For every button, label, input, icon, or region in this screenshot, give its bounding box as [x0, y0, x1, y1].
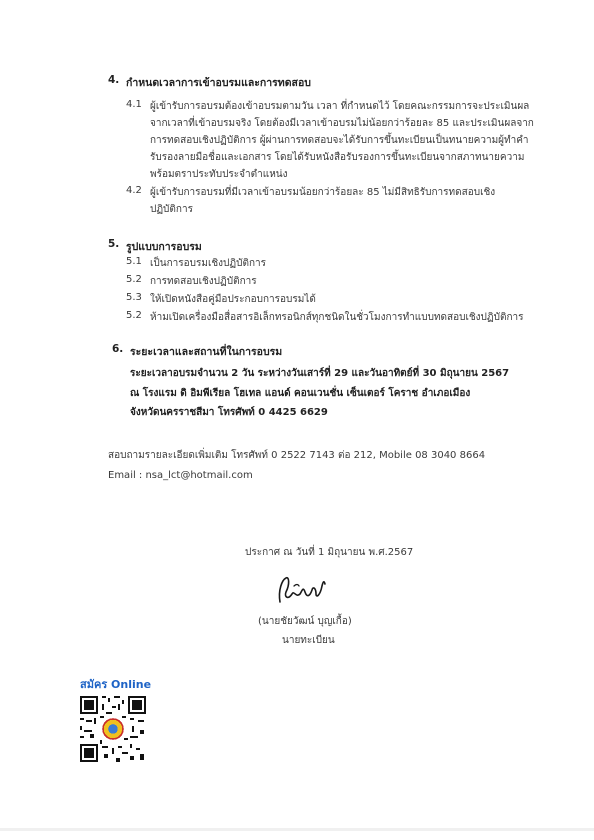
item-5-1-text: เป็นการอบรมเชิงปฏิบัติการ	[150, 258, 266, 269]
section-6-line-3: จังหวัดนครราชสีมา โทรศัพท์ 0 4425 6629	[130, 407, 328, 418]
item-4-1-line-1: ผู้เข้ารับการอบรมต้องเข้าอบรมตามวัน เวลา ที่กำหนดไว้ โดยคณะกรรมการจะประเมินผล	[150, 101, 530, 112]
section-6-number: 6.	[112, 343, 124, 355]
section-6-line-1: ระยะเวลาอบรมจำนวน 2 วัน ระหว่างวันเสาร์ที่ 29 และวันอาทิตย์ที่ 30 มิถุนายน 2567	[130, 368, 510, 379]
signer-name: (นายชัยวัฒน์ บุญเกื้อ)	[258, 616, 352, 627]
section-5-number: 5.	[108, 238, 120, 250]
section-5-title: รูปแบบการอบรม	[126, 241, 202, 253]
item-5-4-text: ห้ามเปิดเครื่องมือสื่อสารอิเล็กทรอนิกส์ทุกชนิดในชั่วโมงการทำแบบทดสอบเชิงปฏิบัติการ	[150, 312, 524, 323]
item-4-1-line-5: พร้อมตราประทับประจำตำแหน่ง	[150, 169, 288, 180]
section-6-line-2: ณ โรงแรม ดิ อิมพีเรียล โฮเทล แอนด์ คอนเวนชั่น เซ็นเตอร์ โคราช อำเภอเมือง	[130, 388, 471, 399]
item-4-2-number: 4.2	[126, 185, 142, 196]
item-5-1-number: 5.1	[126, 256, 142, 267]
signer-title: นายทะเบียน	[282, 635, 335, 646]
item-5-2-text: การทดสอบเชิงปฏิบัติการ	[150, 276, 257, 287]
item-5-4-number: 5.2	[126, 310, 142, 321]
section-4-title: กำหนดเวลาการเข้าอบรมและการทดสอบ	[126, 77, 311, 89]
item-4-1-line-3: การทดสอบเชิงปฏิบัติการ ผู้ผ่านการทดสอบจะได้รับการขึ้นทะเบียนเป็นทนายความผู้ทำคำ	[150, 135, 529, 146]
item-4-2-line-1: ผู้เข้ารับการอบรมที่มีเวลาเข้าอบรมน้อยกว่าร้อยละ 85 ไม่มีสิทธิรับการทดสอบเชิง	[150, 187, 496, 198]
announcement-date: ประกาศ ณ วันที่ 1 มิถุนายน พ.ศ.2567	[245, 547, 414, 558]
item-5-3-number: 5.3	[126, 292, 142, 303]
section-4-number: 4.	[108, 74, 120, 86]
section-6-title: ระยะเวลาและสถานที่ในการอบรม	[130, 346, 283, 358]
qr-code[interactable]	[78, 694, 148, 764]
footer-divider	[0, 828, 594, 831]
contact-email: Email : nsa_lct@hotmail.com	[108, 470, 253, 481]
item-4-2-line-2: ปฏิบัติการ	[150, 204, 193, 215]
item-5-2-number: 5.2	[126, 274, 142, 285]
item-4-1-line-2: จากเวลาที่เข้าอบรมจริง โดยต้องมีเวลาเข้าอบรมไม่น้อยกว่าร้อยละ 85 และประเมินผลจาก	[150, 118, 534, 129]
register-online-label: สมัคร Online	[80, 678, 152, 691]
item-5-3-text: ให้เปิดหนังสือคู่มือประกอบการอบรมได้	[150, 294, 316, 305]
item-4-1-line-4: รับรองลายมือชื่อและเอกสาร โดยได้รับหนังสือรับรองการขึ้นทะเบียนจากสภาทนายความ	[150, 152, 525, 163]
item-4-1-number: 4.1	[126, 99, 142, 110]
signature-mark	[272, 572, 334, 612]
inquiry-phone: สอบถามรายละเอียดเพิ่มเติม โทรศัพท์ 0 2522 7143 ต่อ 212, Mobile 08 3040 8664	[108, 450, 486, 461]
